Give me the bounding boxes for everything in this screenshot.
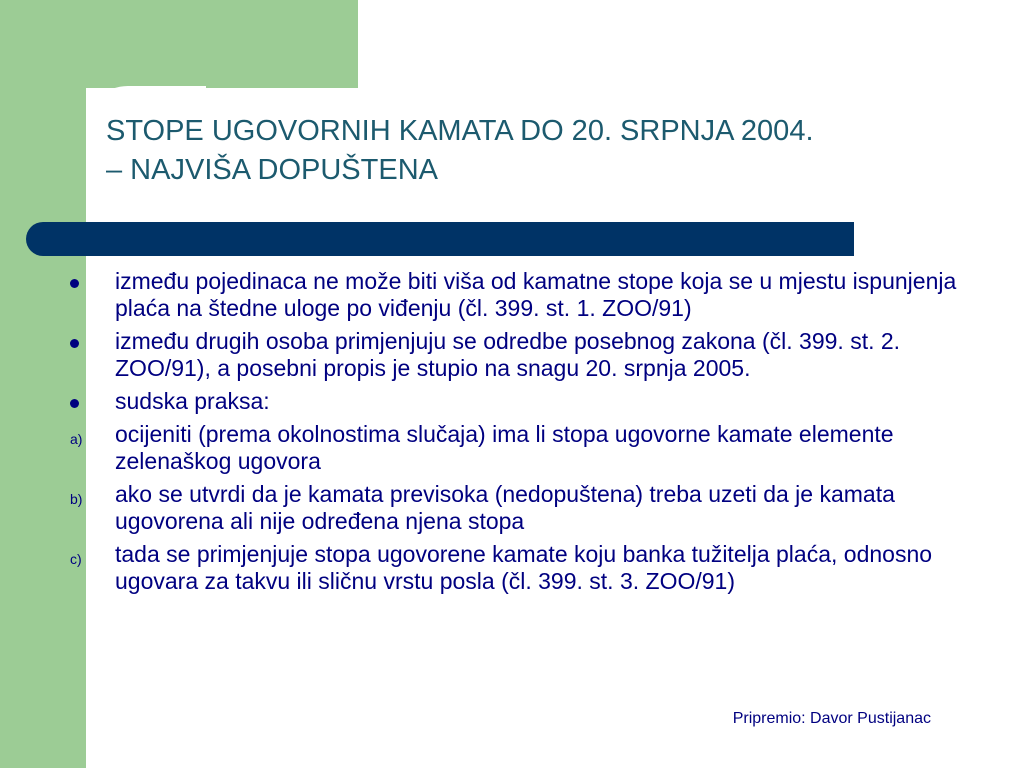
bullet-icon — [70, 399, 79, 408]
slide-title-line-2: – NAJVIŠA DOPUŠTENA — [106, 154, 438, 186]
list-item-text: ocijeniti (prema okolnostima slučaja) ima li stopa ugovorne kamate elemente zelenaškog ugovora — [115, 421, 894, 474]
list-item — [70, 328, 970, 382]
list-marker: c) — [70, 551, 82, 567]
list-item-text: sudska praksa: — [115, 388, 270, 414]
bullet-icon — [70, 279, 79, 288]
slide-title-line-1: STOPE UGOVORNIH KAMATA DO 20. SRPNJA 2004. — [106, 115, 814, 147]
list-item — [70, 481, 970, 535]
list-item — [70, 421, 970, 475]
list-item — [70, 388, 970, 415]
list-item — [70, 268, 970, 322]
list-marker: b) — [70, 491, 83, 507]
footer-author: Pripremio: Davor Pustijanac — [732, 710, 931, 727]
list-marker: a) — [70, 431, 83, 447]
list-item-text: između pojedinaca ne može biti viša od kamatne stope koja se u mjestu ispunjenja plaća na štedne uloge po viđenju (čl. 399. st. 1. ZOO/91) — [115, 268, 957, 321]
list-item-text: ako se utvrdi da je kamata previsoka (nedopuštena) treba uzeti da je kamata ugovorena ali nije određena njena stopa — [115, 481, 895, 534]
bullet-icon — [70, 339, 79, 348]
list-item — [70, 541, 970, 595]
list-item-text: između drugih osoba primjenjuju se odredbe posebnog zakona (čl. 399. st. 2. ZOO/91), a posebni propis je stupio na snagu 20. srpnja 2005. — [115, 328, 901, 381]
slide-body-list — [70, 268, 970, 601]
slide-title — [106, 112, 986, 190]
list-item-text: tada se primjenjuje stopa ugovorene kamate koju banka tužitelja plaća, odnosno ugovara za takvu ili sličnu vrstu posla (čl. 399. st. 3. ZOO/91) — [115, 541, 933, 594]
title-divider-bar — [26, 222, 854, 256]
green-top-band — [0, 0, 358, 88]
